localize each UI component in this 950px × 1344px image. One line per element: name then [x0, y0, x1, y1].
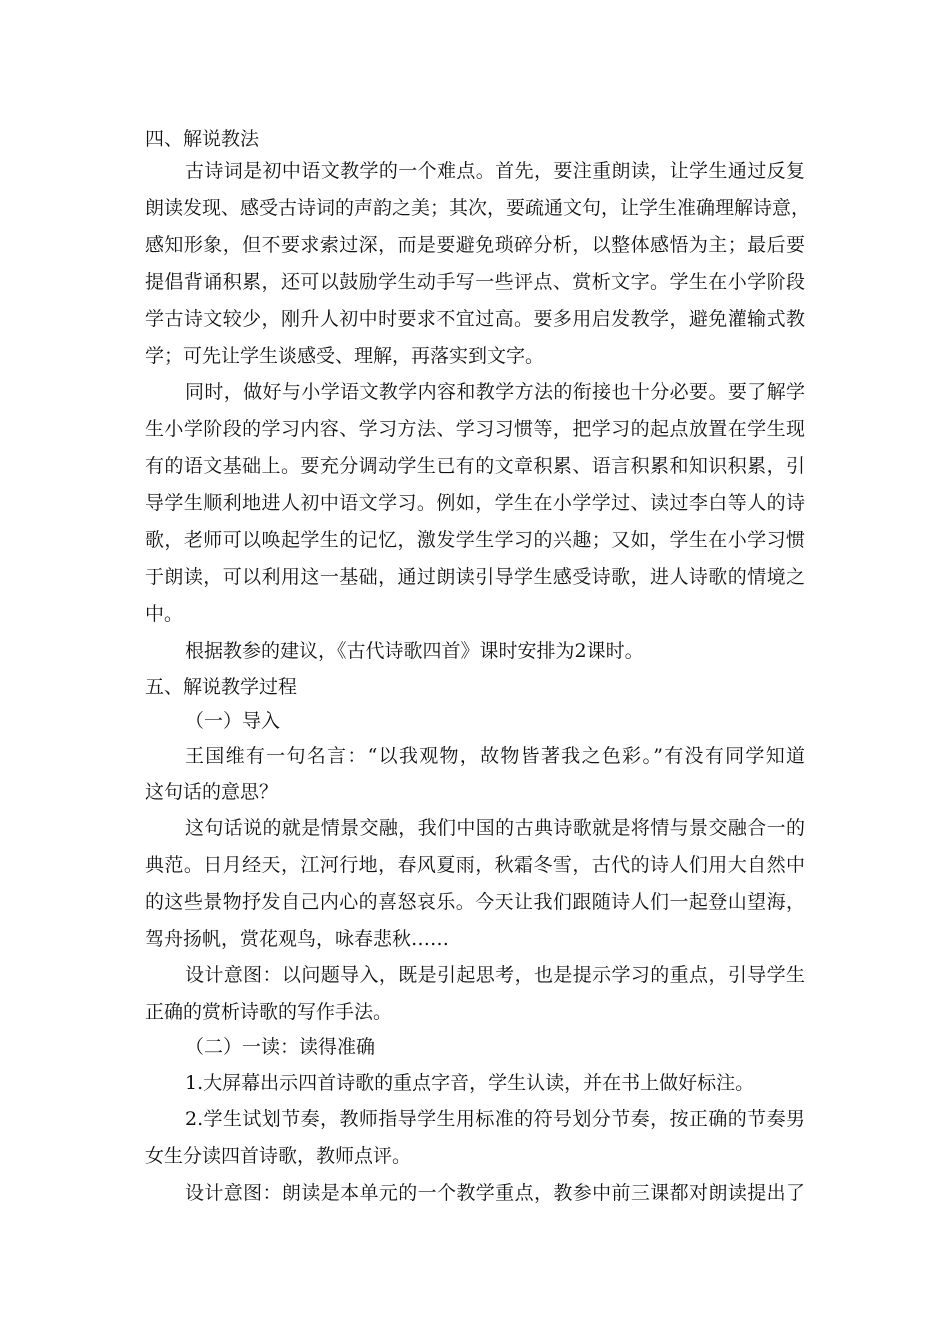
paragraph-line: 根据教参的建议，《古代诗歌四首》课时安排为2课时。: [185, 640, 644, 662]
section-heading-teaching-method: 四、解说教法: [145, 128, 260, 150]
paragraph-line: 驾舟扬帆，赏花观鸟，咏春悲秋……: [145, 928, 450, 950]
paragraph-line: 学；可先让学生谈感受、理解，再落实到文字。: [145, 345, 545, 367]
paragraph-line: 有的语文基础上。要充分调动学生已有的文章积累、语言积累和知识积累，引: [145, 455, 805, 477]
subsection-heading-first-reading: （二）一读：读得准确: [185, 1036, 376, 1058]
paragraph-line: 这句话说的就是情景交融，我们中国的古典诗歌就是将情与景交融合一的: [185, 817, 805, 839]
paragraph-line: 这句话的意思？: [145, 781, 279, 803]
paragraph-line: 正确的赏析诗歌的写作手法。: [145, 1001, 393, 1023]
section-heading-teaching-process: 五、解说教学过程: [145, 676, 298, 698]
paragraph-line: 导学生顺利地进人初中语文学习。例如，学生在小学学过、读过李白等人的诗: [145, 492, 805, 514]
paragraph-line: 于朗读，可以利用这一基础，通过朗读引导学生感受诗歌，进人诗歌的情境之: [145, 566, 805, 588]
paragraph-line: 歌，老师可以唤起学生的记忆，激发学生学习的兴趣；又如，学生在小学习惯: [145, 529, 805, 551]
subsection-heading-introduction: （一）导入: [185, 710, 281, 732]
paragraph-line: 2.学生试划节奏，教师指导学生用标准的符号划分节奏，按正确的节奏男: [185, 1108, 805, 1130]
paragraph-line: 女生分读四首诗歌，教师点评。: [145, 1145, 412, 1167]
paragraph-line: 古诗词是初中语文教学的一个难点。首先，要注重朗读，让学生通过反复: [185, 160, 805, 182]
paragraph-line: 朗读发现、感受古诗词的声韵之美；其次，要疏通文句，让学生准确理解诗意，: [145, 197, 811, 219]
paragraph-line: 王国维有一句名言：“以我观物，故物皆著我之色彩。”有没有同学知道: [185, 745, 805, 767]
paragraph-line: 学古诗文较少，刚升人初中时要求不宜过高。要多用启发教学，避免灌输式教: [145, 308, 805, 330]
paragraph-line: 提倡背诵积累，还可以鼓励学生动手写一些评点、赏析文字。学生在小学阶段: [145, 271, 805, 293]
paragraph-line: 典范。日月经天，江河行地，春风夏雨，秋霜冬雪，古代的诗人们用大自然中: [145, 854, 805, 876]
paragraph-line: 感知形象，但不要求索过深，而是要避免琐碎分析，以整体感悟为主；最后要: [145, 234, 805, 256]
paragraph-line: 设计意图：朗读是本单元的一个教学重点，教参中前三课都对朗读提出了: [185, 1182, 805, 1204]
paragraph-line: 同时，做好与小学语文教学内容和教学方法的衔接也十分必要。要了解学: [185, 381, 805, 403]
paragraph-line: 中。: [145, 603, 184, 625]
paragraph-line: 设计意图：以问题导入，既是引起思考，也是提示学习的重点，引导学生: [185, 964, 805, 986]
paragraph-line: 1.大屏幕出示四首诗歌的重点字音，学生认读，并在书上做好标注。: [185, 1072, 755, 1094]
paragraph-line: 的这些景物抒发自己内心的喜怒哀乐。今天让我们跟随诗人们一起登山望海，: [145, 891, 805, 913]
paragraph-line: 生小学阶段的学习内容、学习方法、学习习惯等，把学习的起点放置在学生现: [145, 418, 805, 440]
